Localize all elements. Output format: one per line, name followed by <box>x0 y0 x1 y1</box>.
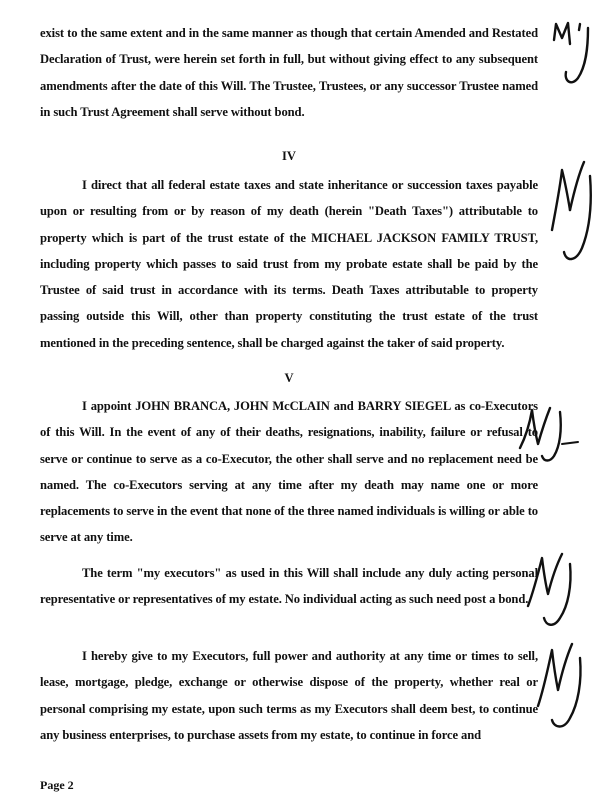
page-number: Page 2 <box>40 778 74 792</box>
initials-signature-2 <box>546 158 604 270</box>
initials-signature-4 <box>522 548 588 634</box>
paragraph-text: The term "my executors" as used in this Will shall include any duly acting personal representative or representatives of my estate. No individual acting as such need post a bond. <box>40 566 538 607</box>
paragraph-trust-declaration <box>40 20 538 125</box>
initials-signature-5 <box>530 638 596 738</box>
section-heading-v: V <box>284 371 294 385</box>
paragraph-executors-definition <box>40 560 538 613</box>
paragraph-text: I hereby give to my Executors, full power and authority at any time or times to sell, lease, mortgage, pledge, exchange or otherwise dispose of the property, whether real or personal comprising my estate, upon such terms as my Executors shall deem best, to continue any business enterprises, to purchase assets from my estate, to continue in force and <box>40 649 538 742</box>
paragraph-text: I direct that all federal estate taxes and state inheritance or succession taxes payable upon or resulting from or by reason of my death (herein "Death Taxes") attributable to property which is part of the trust estate of the MICHAEL JACKSON FAMILY TRUST, including property which passes to said trust from my probate estate shall be paid by the Trustee of said trust in accordance with its terms. Death Taxes attributable to property passing outside this Will, other than property constituting the trust estate of the trust mentioned in the preceding sentence, shall be charged against the taker of said property. <box>40 178 538 350</box>
paragraph-executors <box>40 393 538 551</box>
initials-mark <box>522 548 588 634</box>
initials-mark <box>516 404 586 466</box>
paragraph-text: I appoint JOHN BRANCA, JOHN McCLAIN and BARRY SIEGEL as co-Executors of this Will. In the event of any of their deaths, resignations, inability, failure or refusal to serve or continue to serve as a co-Executor, the other shall serve and no replacement need be named. The co-Executors serving at any time after my death may name one or more replacements to serve in the event that none of the three named individuals is willing or able to serve at any time. <box>40 399 538 545</box>
initials-mark <box>548 18 598 90</box>
paragraph-text: exist to the same extent and in the same manner as though that certain Amended and Restated Declaration of Trust, were herein set forth in full, but without giving effect to any subsequent amendments after the date of this Will. The Trustee, Trustees, or any successor Trustee named in such Trust Agreement shall serve without bond. <box>40 26 538 119</box>
paragraph-executor-powers <box>40 643 538 748</box>
initials-signature-3 <box>516 404 586 466</box>
initials-mark <box>530 638 596 738</box>
paragraph-death-taxes <box>40 172 538 356</box>
initials-mark <box>546 158 604 270</box>
initials-signature-1 <box>548 18 598 90</box>
section-heading-iv: IV <box>282 149 296 163</box>
